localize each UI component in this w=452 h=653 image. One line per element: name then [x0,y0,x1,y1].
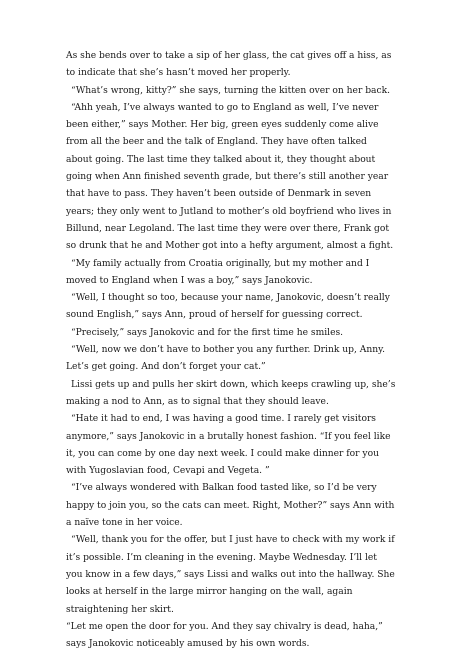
body-text [66,48,396,653]
paragraph: “Well, now we don’t have to bother you any further. Drink up, Anny. Let’s get going. And don’t forget your cat.” [66,345,385,373]
paragraph: “My family actually from Croatia originally, but my mother and I moved to England when I was a boy,” says Janokovic. [66,258,370,286]
paragraph: “Hate it had to end, I was having a good time. I rarely get visitors anymore,” says Janokovic in a brutally honest fashion. “If you feel like it, you can come by one day next week. I could make dinner for you with Yugoslavian food, Cevapi and Vegeta. ” [66,414,391,477]
paragraph: “Well, thank you for the offer, but I just have to check with my work if it’s possible. I’m cleaning in the evening. Maybe Wednesday. I’ll let you know in a few days,” says Lissi and walks out into the hallway. She looks at herself in the large mirror hanging on the wall, again straightening her skirt. [66,535,395,615]
paragraph: As she bends over to take a sip of her glass, the cat gives off a hiss, as to indicate that she’s hasn’t moved her properly. [66,51,392,79]
paragraph: “Ahh yeah, I’ve always wanted to go to England as well, I’ve never been either,” says Mother. Her big, green eyes suddenly come alive from all the beer and the talk of England. They have often talked about going. The last time they talked about it, they thought about going when Ann finished seventh grade, but there’s still another year that have to pass. They haven’t been outside of Denmark in seven years; they only went to Jutland to mother’s old boyfriend who lives in Billund, near Legoland. The last time they were over there, Frank got so drunk that he and Mother got into a hefty argument, almost a fight. [66,102,394,252]
paragraph: “What’s wrong, kitty?” she says, turning the kitten over on her back. [71,85,391,96]
paragraph: “Well, I thought so too, because your name, Janokovic, doesn’t really sound English,” says Ann, proud of herself for guessing correct. [66,293,390,321]
paragraph: “Let me open the door for you. And they say chivalry is dead, haha,” says Janokovic noticeably amused by his own words. [66,621,383,650]
paragraph: “I’ve always wondered with Balkan food tasted like, so I’d be very happy to join you, so the cats can meet. Right, Mother?” says Ann with a naïve tone in her voice. [66,483,395,529]
paragraph: “Precisely,” says Janokovic and for the first time he smiles. [71,327,344,338]
paragraph: Lissi gets up and pulls her skirt down, which keeps crawling up, she’s making a nod to Ann, as to signal that they should leave. [66,379,396,407]
